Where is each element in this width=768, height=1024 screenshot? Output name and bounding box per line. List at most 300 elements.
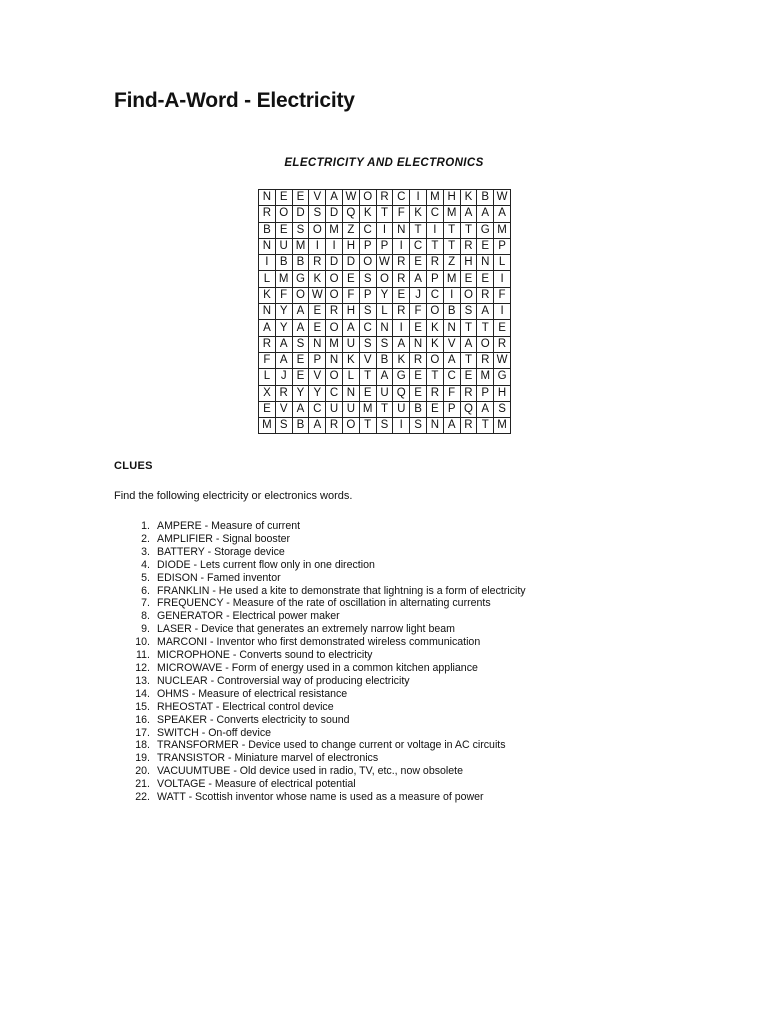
grid-cell: T (376, 206, 393, 222)
grid-cell: K (393, 352, 410, 368)
grid-cell: I (494, 271, 511, 287)
grid-cell: I (259, 255, 276, 271)
grid-cell: S (309, 206, 326, 222)
clue-item (114, 778, 526, 791)
clue-number: 17. (135, 726, 150, 739)
grid-cell: S (292, 222, 309, 238)
grid-cell: P (494, 238, 511, 254)
grid-cell: F (494, 287, 511, 303)
puzzle-subtitle: ELECTRICITY AND ELECTRONICS (284, 157, 484, 169)
grid-cell: R (494, 336, 511, 352)
grid-cell: L (376, 304, 393, 320)
grid-cell: U (275, 238, 292, 254)
grid-cell: A (259, 320, 276, 336)
grid-cell: Z (443, 255, 460, 271)
clue-number: 2. (141, 532, 150, 545)
grid-cell: Y (376, 287, 393, 303)
grid-cell: K (410, 206, 427, 222)
grid-row (259, 369, 511, 385)
grid-row (259, 271, 511, 287)
grid-cell: E (309, 320, 326, 336)
grid-cell: O (309, 222, 326, 238)
grid-cell: Q (393, 385, 410, 401)
grid-cell: N (393, 222, 410, 238)
grid-cell: O (326, 320, 343, 336)
grid-cell: F (393, 206, 410, 222)
clue-text: NUCLEAR - Controversial way of producing electricity (157, 674, 410, 687)
clue-number: 16. (135, 713, 150, 726)
grid-cell: G (477, 222, 494, 238)
grid-cell: E (410, 385, 427, 401)
grid-cell: U (342, 336, 359, 352)
grid-cell: E (477, 271, 494, 287)
grid-cell: N (477, 255, 494, 271)
grid-cell: N (326, 352, 343, 368)
grid-cell: A (460, 206, 477, 222)
grid-cell: R (410, 352, 427, 368)
grid-cell: G (494, 369, 511, 385)
grid-cell: O (376, 271, 393, 287)
grid-row (259, 418, 511, 434)
grid-cell: A (292, 304, 309, 320)
grid-cell: A (477, 401, 494, 417)
grid-row (259, 238, 511, 254)
grid-cell: P (376, 238, 393, 254)
grid-cell: S (376, 418, 393, 434)
clues-intro: Find the following electricity or electronics words. (114, 490, 353, 502)
grid-cell: R (477, 352, 494, 368)
clue-text: SPEAKER - Converts electricity to sound (157, 713, 350, 726)
grid-cell: R (477, 287, 494, 303)
grid-cell: E (477, 238, 494, 254)
clue-text: FRANKLIN - He used a kite to demonstrate that lightning is a form of electricity (157, 584, 526, 597)
grid-cell: S (359, 271, 376, 287)
grid-cell: T (477, 320, 494, 336)
grid-cell: Y (292, 385, 309, 401)
grid-cell: F (410, 304, 427, 320)
grid-cell: A (275, 352, 292, 368)
grid-cell: T (376, 401, 393, 417)
clue-number: 8. (141, 610, 150, 623)
grid-cell: S (494, 401, 511, 417)
clue-number: 15. (135, 700, 150, 713)
clue-number: 3. (141, 545, 150, 558)
grid-cell: M (494, 418, 511, 434)
grid-cell: D (326, 206, 343, 222)
grid-cell: Q (342, 206, 359, 222)
grid-cell: O (342, 418, 359, 434)
clue-item (114, 714, 526, 727)
clue-item (114, 701, 526, 714)
grid-cell: B (275, 255, 292, 271)
clue-item (114, 597, 526, 610)
grid-cell: A (477, 304, 494, 320)
grid-cell: I (393, 238, 410, 254)
grid-cell: E (460, 271, 477, 287)
grid-cell: Z (342, 222, 359, 238)
grid-cell: S (376, 336, 393, 352)
grid-cell: I (309, 238, 326, 254)
clue-number: 6. (141, 584, 150, 597)
grid-cell: B (259, 222, 276, 238)
clue-text: GENERATOR - Electrical power maker (157, 610, 340, 623)
grid-cell: T (443, 238, 460, 254)
clue-item (114, 649, 526, 662)
grid-cell: T (477, 418, 494, 434)
page-title: Find-A-Word - Electricity (114, 89, 355, 112)
clue-text: MICROPHONE - Converts sound to electricity (157, 649, 373, 662)
grid-cell: A (309, 418, 326, 434)
grid-cell: U (393, 401, 410, 417)
clue-list (114, 520, 526, 804)
grid-cell: K (259, 287, 276, 303)
grid-cell: Y (275, 304, 292, 320)
grid-cell: R (309, 255, 326, 271)
grid-cell: A (410, 271, 427, 287)
grid-cell: M (259, 418, 276, 434)
grid-cell: Y (275, 320, 292, 336)
grid-cell: V (309, 190, 326, 206)
grid-cell: A (494, 206, 511, 222)
clue-number: 5. (141, 571, 150, 584)
grid-cell: M (275, 271, 292, 287)
grid-cell: S (359, 304, 376, 320)
grid-cell: R (460, 418, 477, 434)
grid-cell: E (393, 287, 410, 303)
clue-item (114, 572, 526, 585)
clue-number: 7. (141, 597, 150, 610)
grid-cell: R (426, 255, 443, 271)
grid-cell: A (443, 418, 460, 434)
grid-cell: B (292, 418, 309, 434)
grid-cell: N (426, 418, 443, 434)
grid-cell: G (393, 369, 410, 385)
grid-cell: H (443, 190, 460, 206)
grid-cell: E (342, 271, 359, 287)
grid-cell: P (359, 238, 376, 254)
grid-cell: O (359, 255, 376, 271)
grid-cell: I (326, 238, 343, 254)
grid-cell: C (443, 369, 460, 385)
grid-cell: K (460, 190, 477, 206)
grid-cell: U (342, 401, 359, 417)
grid-cell: S (275, 418, 292, 434)
clue-item (114, 765, 526, 778)
grid-cell: T (460, 320, 477, 336)
grid-cell: S (359, 336, 376, 352)
grid-cell: E (275, 190, 292, 206)
grid-row (259, 287, 511, 303)
clue-number: 14. (135, 687, 150, 700)
grid-cell: R (326, 418, 343, 434)
grid-cell: M (477, 369, 494, 385)
clue-text: MARCONI - Inventor who first demonstrated wireless communication (157, 636, 481, 649)
clue-item (114, 791, 526, 804)
grid-row (259, 255, 511, 271)
grid-row (259, 206, 511, 222)
grid-cell: O (426, 352, 443, 368)
grid-cell: M (494, 222, 511, 238)
grid-cell: P (443, 401, 460, 417)
clue-number: 4. (141, 558, 150, 571)
grid-cell: N (259, 238, 276, 254)
clue-item (114, 688, 526, 701)
grid-cell: C (410, 238, 427, 254)
grid-cell: E (460, 369, 477, 385)
clue-item (114, 662, 526, 675)
grid-cell: P (426, 271, 443, 287)
grid-cell: B (443, 304, 460, 320)
grid-cell: F (443, 385, 460, 401)
grid-cell: E (410, 320, 427, 336)
clue-item (114, 623, 526, 636)
grid-cell: W (309, 287, 326, 303)
clue-text: TRANSISTOR - Miniature marvel of electronics (157, 752, 379, 765)
grid-cell: T (460, 352, 477, 368)
grid-cell: E (292, 190, 309, 206)
grid-cell: Y (309, 385, 326, 401)
grid-cell: N (342, 385, 359, 401)
clue-number: 13. (135, 674, 150, 687)
grid-cell: X (259, 385, 276, 401)
grid-cell: A (376, 369, 393, 385)
grid-cell: S (292, 336, 309, 352)
grid-cell: D (292, 206, 309, 222)
clue-number: 10. (135, 636, 150, 649)
clue-item (114, 559, 526, 572)
clue-item (114, 585, 526, 598)
clue-number: 20. (135, 765, 150, 778)
grid-cell: T (460, 222, 477, 238)
grid-cell: O (460, 287, 477, 303)
grid-cell: I (443, 287, 460, 303)
clue-text: FREQUENCY - Measure of the rate of oscillation in alternating currents (157, 597, 491, 610)
clue-item (114, 727, 526, 740)
grid-cell: P (359, 287, 376, 303)
grid-cell: D (326, 255, 343, 271)
grid-cell: K (359, 206, 376, 222)
clue-number: 1. (141, 520, 150, 532)
grid-row (259, 336, 511, 352)
grid-cell: B (477, 190, 494, 206)
grid-cell: M (359, 401, 376, 417)
grid-cell: H (460, 255, 477, 271)
grid-cell: E (275, 222, 292, 238)
grid-row (259, 352, 511, 368)
grid-cell: I (426, 222, 443, 238)
clue-item (114, 739, 526, 752)
clue-number: 11. (136, 649, 150, 662)
clue-text: AMPERE - Measure of current (157, 520, 301, 532)
grid-cell: F (259, 352, 276, 368)
grid-cell: O (292, 287, 309, 303)
grid-cell: A (460, 336, 477, 352)
grid-cell: M (326, 222, 343, 238)
grid-cell: V (309, 369, 326, 385)
clue-text: SWITCH - On-off device (157, 726, 272, 739)
clue-text: AMPLIFIER - Signal booster (157, 532, 291, 545)
grid-cell: M (443, 271, 460, 287)
clue-item (114, 520, 526, 533)
grid-row (259, 385, 511, 401)
grid-cell: O (326, 369, 343, 385)
grid-cell: N (309, 336, 326, 352)
grid-cell: C (309, 401, 326, 417)
grid-cell: C (426, 287, 443, 303)
clue-text: RHEOSTAT - Electrical control device (157, 700, 334, 713)
grid-cell: R (460, 385, 477, 401)
grid-cell: C (359, 222, 376, 238)
grid-cell: O (326, 287, 343, 303)
clue-text: TRANSFORMER - Device used to change current or voltage in AC circuits (157, 739, 506, 752)
clue-item (114, 675, 526, 688)
grid-cell: K (426, 320, 443, 336)
grid-cell: C (393, 190, 410, 206)
grid-cell: F (275, 287, 292, 303)
clue-text: MICROWAVE - Form of energy used in a common kitchen appliance (157, 661, 478, 674)
grid-cell: C (426, 206, 443, 222)
grid-cell: N (443, 320, 460, 336)
clue-item (114, 636, 526, 649)
grid-cell: V (359, 352, 376, 368)
grid-cell: C (326, 385, 343, 401)
grid-cell: Q (460, 401, 477, 417)
grid-cell: W (342, 190, 359, 206)
grid-cell: R (393, 255, 410, 271)
grid-cell: E (494, 320, 511, 336)
clue-text: BATTERY - Storage device (157, 545, 285, 558)
clue-item (114, 752, 526, 765)
grid-cell: J (410, 287, 427, 303)
grid-cell: T (359, 418, 376, 434)
grid-cell: H (494, 385, 511, 401)
grid-cell: I (393, 418, 410, 434)
grid-cell: O (275, 206, 292, 222)
grid-cell: S (410, 418, 427, 434)
grid-cell: I (393, 320, 410, 336)
clue-text: OHMS - Measure of electrical resistance (157, 687, 348, 700)
grid-cell: K (309, 271, 326, 287)
grid-cell: L (259, 369, 276, 385)
grid-cell: U (326, 401, 343, 417)
grid-cell: T (426, 238, 443, 254)
grid-cell: A (292, 401, 309, 417)
grid-row (259, 222, 511, 238)
grid-cell: T (359, 369, 376, 385)
grid-cell: U (376, 385, 393, 401)
grid-cell: R (259, 206, 276, 222)
grid-cell: E (359, 385, 376, 401)
grid-cell: M (426, 190, 443, 206)
grid-cell: K (426, 336, 443, 352)
grid-cell: N (259, 304, 276, 320)
grid-cell: B (376, 352, 393, 368)
grid-row (259, 401, 511, 417)
grid-cell: N (259, 190, 276, 206)
grid-cell: I (410, 190, 427, 206)
grid-cell: E (410, 255, 427, 271)
clue-number: 19. (135, 752, 150, 765)
grid-row (259, 304, 511, 320)
grid-cell: O (477, 336, 494, 352)
grid-cell: S (460, 304, 477, 320)
grid-cell: G (292, 271, 309, 287)
grid-cell: E (309, 304, 326, 320)
clue-text: DIODE - Lets current flow only in one direction (157, 558, 375, 571)
grid-cell: A (326, 190, 343, 206)
grid-cell: A (393, 336, 410, 352)
grid-cell: K (342, 352, 359, 368)
grid-cell: R (393, 304, 410, 320)
clues-heading: CLUES (114, 460, 153, 472)
grid-cell: N (410, 336, 427, 352)
grid-cell: L (259, 271, 276, 287)
grid-cell: M (443, 206, 460, 222)
grid-cell: C (359, 320, 376, 336)
grid-cell: E (426, 401, 443, 417)
clue-number: 12. (135, 661, 150, 674)
clue-text: EDISON - Famed inventor (157, 571, 281, 584)
clue-number: 21. (135, 778, 150, 791)
grid-cell: E (292, 369, 309, 385)
grid-cell: E (292, 352, 309, 368)
clue-text: VACUUMTUBE - Old device used in radio, TV, etc., now obsolete (157, 765, 463, 778)
clue-number: 22. (135, 791, 150, 804)
clue-text: VOLTAGE - Measure of electrical potential (157, 778, 356, 791)
grid-cell: B (292, 255, 309, 271)
grid-cell: J (275, 369, 292, 385)
grid-cell: I (494, 304, 511, 320)
grid-cell: R (426, 385, 443, 401)
grid-cell: P (477, 385, 494, 401)
clue-item (114, 610, 526, 623)
grid-cell: A (477, 206, 494, 222)
grid-cell: T (443, 222, 460, 238)
grid-cell: P (309, 352, 326, 368)
grid-cell: V (443, 336, 460, 352)
grid-cell: E (410, 369, 427, 385)
grid-cell: M (292, 238, 309, 254)
clue-number: 9. (141, 623, 150, 636)
grid-cell: R (259, 336, 276, 352)
grid-cell: W (494, 352, 511, 368)
grid-cell: E (259, 401, 276, 417)
grid-row (259, 320, 511, 336)
grid-cell: O (426, 304, 443, 320)
grid-cell: I (376, 222, 393, 238)
word-search-grid (258, 189, 511, 434)
grid-cell: R (376, 190, 393, 206)
grid-cell: H (342, 304, 359, 320)
grid-cell: T (410, 222, 427, 238)
grid-cell: A (292, 320, 309, 336)
grid-cell: B (410, 401, 427, 417)
grid-cell: R (393, 271, 410, 287)
grid-cell: H (342, 238, 359, 254)
grid-cell: A (275, 336, 292, 352)
grid-cell: D (342, 255, 359, 271)
grid-cell: L (342, 369, 359, 385)
grid-cell: A (342, 320, 359, 336)
grid-cell: V (275, 401, 292, 417)
clue-item (114, 533, 526, 546)
clue-text: LASER - Device that generates an extremely narrow light beam (157, 623, 455, 636)
grid-cell: O (326, 271, 343, 287)
grid-cell: R (275, 385, 292, 401)
clue-number: 18. (135, 739, 150, 752)
grid-cell: L (494, 255, 511, 271)
grid-cell: O (359, 190, 376, 206)
